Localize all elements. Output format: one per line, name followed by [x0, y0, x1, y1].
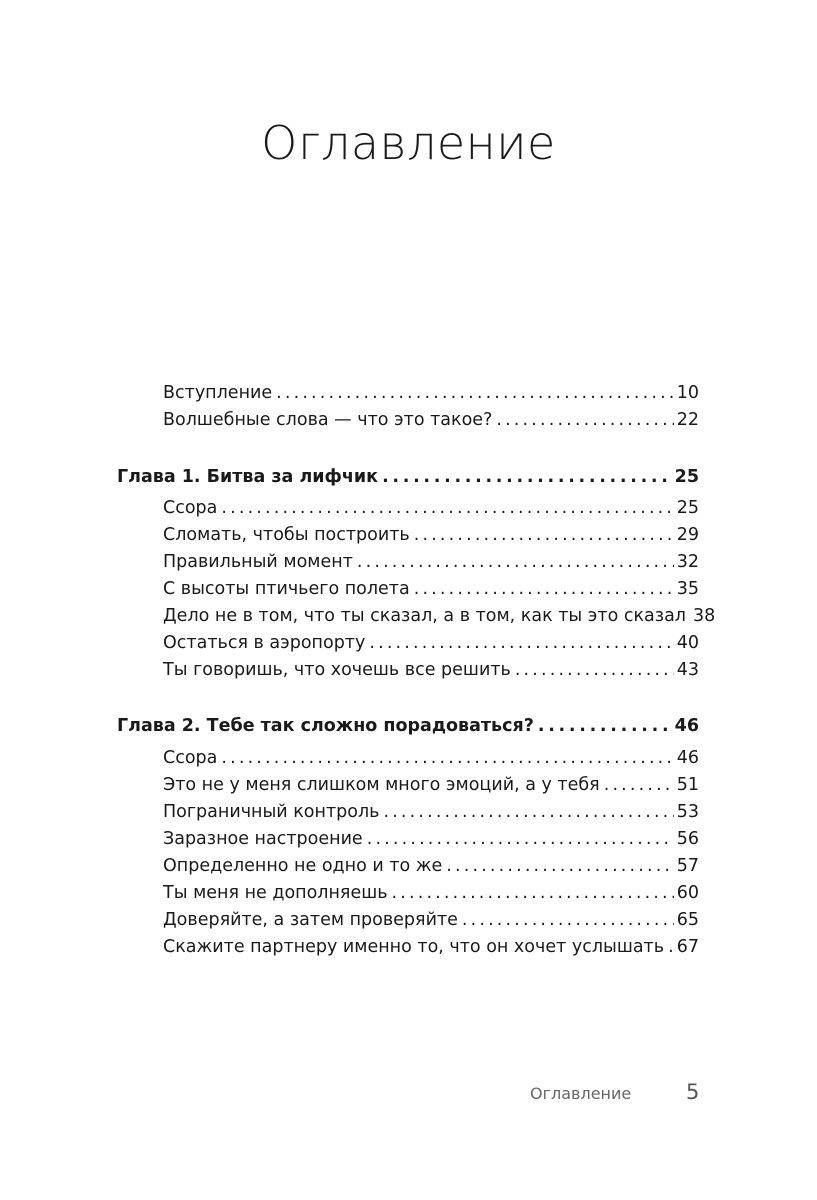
toc-entry-page: 67 [676, 937, 699, 957]
page-number: 5 [686, 1080, 700, 1104]
toc-entry-page: 38 [693, 606, 716, 626]
toc-entry-page: 53 [676, 802, 699, 822]
dot-leader [496, 407, 673, 434]
toc-entry-label: Определенно не одно и то же [163, 856, 443, 876]
dot-leader [414, 576, 674, 603]
toc-entry[interactable] [163, 407, 699, 434]
toc-entry-page: 65 [676, 910, 699, 930]
toc-entry[interactable] [163, 772, 699, 799]
toc-entry[interactable] [163, 745, 699, 772]
toc-entry[interactable] [163, 576, 699, 603]
toc-entry-label: Скажите партнеру именно то, что он хочет услышать [163, 937, 665, 957]
toc-entry-page: 22 [676, 410, 699, 430]
toc-entry-page: 51 [676, 775, 699, 795]
dot-leader [221, 495, 673, 522]
toc-entry[interactable] [163, 630, 699, 657]
dot-leader [414, 522, 674, 549]
toc-chapter-page: 25 [674, 467, 699, 487]
toc-entry[interactable] [163, 799, 699, 826]
toc-chapter-label: Глава 1. Битва за лифчик [117, 467, 379, 487]
toc-entry-label: Это не у меня слишком много эмоций, а у тебя [163, 775, 600, 795]
dot-leader [357, 549, 674, 576]
toc-entry-label: Ссора [163, 498, 218, 518]
dot-leader [369, 630, 673, 657]
running-footer-label: Оглавление [530, 1084, 632, 1103]
toc-entry-label: Правильный момент [163, 552, 353, 572]
toc-chapter-label: Глава 2. Тебе так сложно порадоваться? [117, 716, 534, 736]
toc-entry-page: 25 [676, 498, 699, 518]
toc-entry-label: С высоты птичьего полета [163, 579, 410, 599]
dot-leader [367, 826, 674, 853]
toc-entry-label: Вступление [163, 383, 273, 403]
toc-entry-label: Пограничный контроль [163, 802, 380, 822]
toc-entry[interactable] [163, 853, 699, 880]
toc-entry-page: 35 [676, 579, 699, 599]
page-title: Оглавление [261, 116, 556, 170]
toc-entry[interactable] [163, 657, 699, 684]
toc-entry[interactable] [163, 934, 699, 961]
toc-entry-page: 29 [676, 525, 699, 545]
toc-entry-page: 32 [676, 552, 699, 572]
toc-entry-label: Дело не в том, что ты сказал, а в том, как ты это сказал [163, 606, 686, 626]
dot-leader [538, 713, 672, 740]
dot-leader [382, 464, 672, 491]
toc-chapter[interactable] [117, 713, 699, 740]
toc-entry-page: 40 [676, 633, 699, 653]
toc-entry-label: Ссора [163, 748, 218, 768]
toc-entry-label: Остаться в аэропорту [163, 633, 366, 653]
dot-leader [515, 657, 674, 684]
dot-leader [221, 745, 673, 772]
toc-entry-label: Заразное настроение [163, 829, 363, 849]
toc-entry[interactable] [163, 826, 699, 853]
toc-entry-label: Ты меня не дополняешь [163, 883, 388, 903]
toc-chapter-page: 46 [674, 716, 699, 736]
dot-leader [462, 907, 674, 934]
toc-entry-label: Ты говоришь, что хочешь все решить [163, 660, 511, 680]
toc-entry[interactable] [163, 603, 716, 630]
toc-entry-page: 10 [676, 383, 699, 403]
dot-leader [668, 934, 674, 961]
toc-entry[interactable] [163, 549, 699, 576]
toc-entry[interactable] [163, 495, 699, 522]
dot-leader [392, 880, 674, 907]
toc-entry-label: Сломать, чтобы построить [163, 525, 410, 545]
toc-entry[interactable] [163, 522, 699, 549]
dot-leader [276, 380, 674, 407]
toc-entry-page: 46 [676, 748, 699, 768]
toc-entry[interactable] [163, 880, 699, 907]
toc-entry[interactable] [163, 380, 699, 407]
dot-leader [604, 772, 674, 799]
toc-entry-page: 57 [676, 856, 699, 876]
toc-entry-label: Доверяйте, а затем проверяйте [163, 910, 458, 930]
toc-entry-page: 43 [676, 660, 699, 680]
toc-entry-label: Волшебные слова — что это такое? [163, 410, 493, 430]
toc-entry-page: 60 [676, 883, 699, 903]
dot-leader [446, 853, 673, 880]
toc-entry-page: 56 [676, 829, 699, 849]
toc-chapter[interactable] [117, 464, 699, 491]
toc-entry[interactable] [163, 907, 699, 934]
dot-leader [383, 799, 673, 826]
